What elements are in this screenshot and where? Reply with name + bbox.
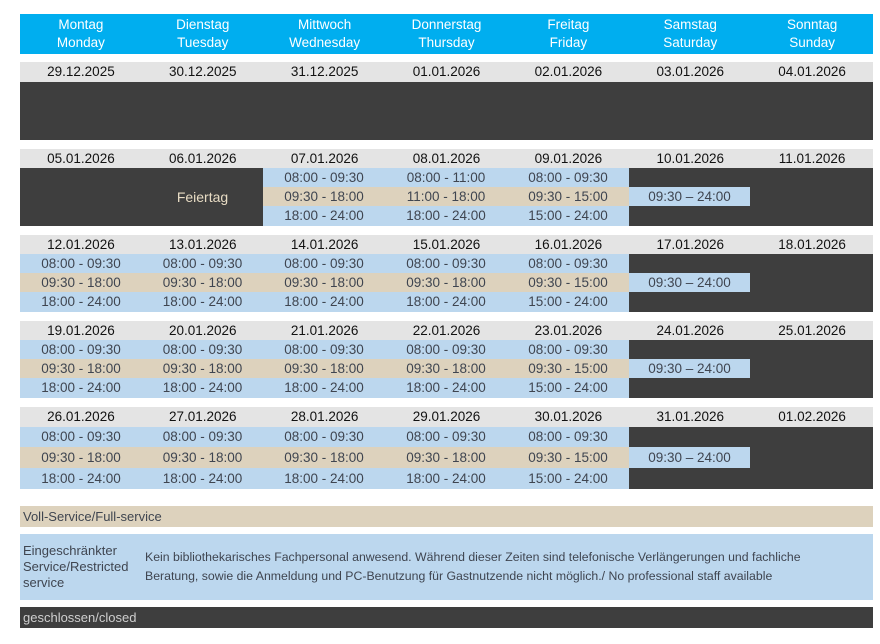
slot-full: 09:30 - 18:00	[20, 359, 142, 378]
slot-restricted: 15:00 - 24:00	[507, 468, 629, 489]
date-label: 13.01.2026	[169, 237, 237, 252]
slot-restricted: 18:00 - 24:00	[20, 468, 142, 489]
slot-restricted: 15:00 - 24:00	[507, 206, 629, 226]
date-label: 12.01.2026	[47, 237, 115, 252]
slot-full: 09:30 - 18:00	[263, 273, 385, 292]
day-de: Samstag	[663, 17, 717, 32]
legend-restricted-title-line: Service/Restricted	[23, 559, 129, 574]
legend-closed: geschlossen/closed	[20, 607, 873, 628]
slot-restricted: 18:00 - 24:00	[142, 378, 263, 398]
date-label: 02.01.2026	[534, 64, 603, 79]
slot-full: 11:00 - 18:00	[385, 187, 507, 206]
date-label: 03.01.2026	[656, 64, 725, 79]
day-de: Sonntag	[786, 17, 838, 32]
slot-restricted: 18:00 - 24:00	[263, 292, 385, 312]
slot-restricted: 08:00 - 09:30	[385, 254, 507, 273]
week-dates	[20, 149, 873, 169]
date-label: 05.01.2026	[47, 151, 115, 166]
day-en: Saturday	[663, 35, 718, 50]
slot-restricted: 09:30 – 24:00	[629, 187, 750, 206]
date-label: 15.01.2026	[412, 237, 481, 252]
slot-restricted: 18:00 - 24:00	[385, 292, 507, 312]
date-label: 10.01.2026	[656, 151, 725, 166]
slot-restricted: 08:00 - 09:30	[507, 340, 629, 359]
slot-restricted: 18:00 - 24:00	[20, 292, 142, 312]
slot-full: 09:30 - 15:00	[507, 447, 629, 468]
week-dates	[20, 321, 873, 341]
day-en: Sunday	[789, 35, 835, 50]
date-label: 23.01.2026	[534, 323, 603, 338]
weekday-header	[20, 14, 873, 54]
slot-restricted: 09:30 – 24:00	[629, 273, 750, 292]
slot-restricted: 18:00 - 24:00	[263, 378, 385, 398]
date-label: 30.01.2026	[534, 409, 603, 424]
slot-restricted: 15:00 - 24:00	[507, 378, 629, 398]
week-dates	[20, 407, 873, 427]
day-de: Dienstag	[176, 17, 230, 32]
date-label: 18.01.2026	[778, 237, 846, 252]
date-label: 30.12.2025	[169, 64, 237, 79]
slot-restricted: 08:00 - 09:30	[142, 340, 263, 359]
slot-restricted: 08:00 - 09:30	[263, 168, 385, 187]
date-label: 09.01.2026	[534, 151, 603, 166]
week-dates	[20, 62, 873, 82]
legend-restricted-title-line: service	[23, 575, 65, 590]
header-friday	[507, 14, 629, 54]
slot-full: 09:30 - 18:00	[20, 273, 142, 292]
date-label: 22.01.2026	[412, 323, 481, 338]
slot-restricted: 08:00 - 09:30	[263, 254, 385, 273]
date-label: 11.01.2026	[778, 151, 846, 166]
slot-restricted: 08:00 - 09:30	[20, 427, 142, 447]
date-label: 24.01.2026	[656, 323, 725, 338]
slot-restricted: 15:00 - 24:00	[507, 292, 629, 312]
day-en: Monday	[56, 35, 105, 50]
slot-restricted: 08:00 - 09:30	[507, 427, 629, 447]
slot-restricted: 18:00 - 24:00	[142, 292, 263, 312]
date-label: 21.01.2026	[290, 323, 359, 338]
slot-restricted: 18:00 - 24:00	[385, 378, 507, 398]
day-de: Montag	[58, 17, 104, 32]
date-label: 08.01.2026	[412, 151, 481, 166]
slot-full: 09:30 - 18:00	[385, 359, 507, 378]
slot-restricted: 18:00 - 24:00	[142, 468, 263, 489]
week-row	[20, 62, 873, 140]
slot-restricted: 09:30 – 24:00	[629, 447, 750, 468]
slot-full: 09:30 - 18:00	[142, 447, 263, 468]
date-label: 06.01.2026	[169, 151, 237, 166]
legend-restricted-description	[145, 548, 867, 586]
slot-full: 09:30 - 18:00	[142, 273, 263, 292]
slot-full: 09:30 - 18:00	[385, 273, 507, 292]
slot-restricted: 18:00 - 24:00	[263, 468, 385, 489]
week-dates	[20, 235, 873, 255]
date-label: 31.12.2025	[290, 64, 359, 79]
day-en: Wednesday	[289, 35, 361, 50]
date-label: 31.01.2026	[656, 409, 725, 424]
slot-restricted: 08:00 - 11:00	[385, 168, 507, 187]
slot-restricted: 08:00 - 09:30	[507, 168, 629, 187]
slot-restricted: 08:00 - 09:30	[263, 340, 385, 359]
legend-restricted-service	[20, 534, 873, 600]
slot-full: 09:30 - 18:00	[263, 447, 385, 468]
date-label: 17.01.2026	[656, 237, 725, 252]
slot-restricted: 18:00 - 24:00	[20, 378, 142, 398]
slot-restricted: 08:00 - 09:30	[20, 254, 142, 273]
slot-restricted: 18:00 - 24:00	[385, 468, 507, 489]
date-label: 14.01.2026	[290, 237, 359, 252]
slot-full: 09:30 - 18:00	[263, 359, 385, 378]
slot-restricted: 08:00 - 09:30	[507, 254, 629, 273]
date-label: 20.01.2026	[169, 323, 237, 338]
day-en: Friday	[549, 35, 588, 50]
date-label: 28.01.2026	[290, 409, 359, 424]
date-label: 16.01.2026	[534, 237, 603, 252]
slot-restricted: 09:30 – 24:00	[629, 359, 750, 378]
week-row	[20, 149, 873, 227]
slot-full: 09:30 - 15:00	[507, 273, 629, 292]
slot-restricted: 08:00 - 09:30	[20, 340, 142, 359]
slot-restricted: 08:00 - 09:30	[385, 340, 507, 359]
slot-restricted: 18:00 - 24:00	[263, 206, 385, 226]
week-row	[20, 321, 873, 399]
day-en: Thursday	[418, 35, 475, 50]
slot-restricted: 08:00 - 09:30	[142, 254, 263, 273]
day-de: Mittwoch	[298, 17, 352, 32]
slot-full: 09:30 - 15:00	[507, 359, 629, 378]
slot-restricted: 08:00 - 09:30	[385, 427, 507, 447]
date-label: 29.12.2025	[47, 64, 115, 79]
date-label: 19.01.2026	[47, 323, 115, 338]
header-monday	[20, 14, 142, 54]
slot-full: 09:30 - 18:00	[20, 447, 142, 468]
date-label: 01.02.2026	[778, 409, 846, 424]
slot-full: 09:30 - 18:00	[142, 359, 263, 378]
closed-cell	[20, 82, 873, 140]
date-label: 25.01.2026	[778, 323, 846, 338]
day-de: Donnerstag	[411, 17, 482, 32]
date-label: 01.01.2026	[412, 64, 481, 79]
date-label: 07.01.2026	[290, 151, 359, 166]
header-sunday	[751, 14, 873, 54]
date-label: 04.01.2026	[778, 64, 846, 79]
date-label: 27.01.2026	[169, 409, 237, 424]
day-de: Freitag	[547, 17, 590, 32]
slot-full: 09:30 - 15:00	[507, 187, 629, 206]
header-thursday	[386, 14, 508, 54]
legend-restricted-title	[23, 543, 141, 591]
date-label: 26.01.2026	[47, 409, 115, 424]
day-en: Tuesday	[177, 35, 229, 50]
legend-full-service: Voll-Service/Full-service	[20, 506, 873, 527]
header-wednesday	[264, 14, 386, 54]
legend-restricted-desc-line: Kein bibliothekarisches Fachpersonal anwesend. Während dieser Zeiten sind telefonische Verlängerungen und fachliche	[145, 550, 801, 564]
legend-restricted-title-line: Eingeschränkter	[23, 543, 117, 558]
holiday-label: Feiertag	[176, 189, 229, 205]
legend-restricted-desc-line: Beratung, sowie die Anmeldung und PC-Benutzung für Gastnutzende nicht möglich./ No professional staff available	[145, 569, 773, 583]
slot-full: 09:30 - 18:00	[385, 447, 507, 468]
slot-restricted: 08:00 - 09:30	[142, 427, 263, 447]
slot-restricted: 18:00 - 24:00	[385, 206, 507, 226]
date-label: 29.01.2026	[412, 409, 481, 424]
week-row	[20, 235, 873, 313]
header-tuesday	[142, 14, 264, 54]
slot-restricted: 08:00 - 09:30	[263, 427, 385, 447]
header-saturday	[629, 14, 751, 54]
week-row	[20, 407, 873, 489]
slot-full: 09:30 - 18:00	[263, 187, 385, 206]
